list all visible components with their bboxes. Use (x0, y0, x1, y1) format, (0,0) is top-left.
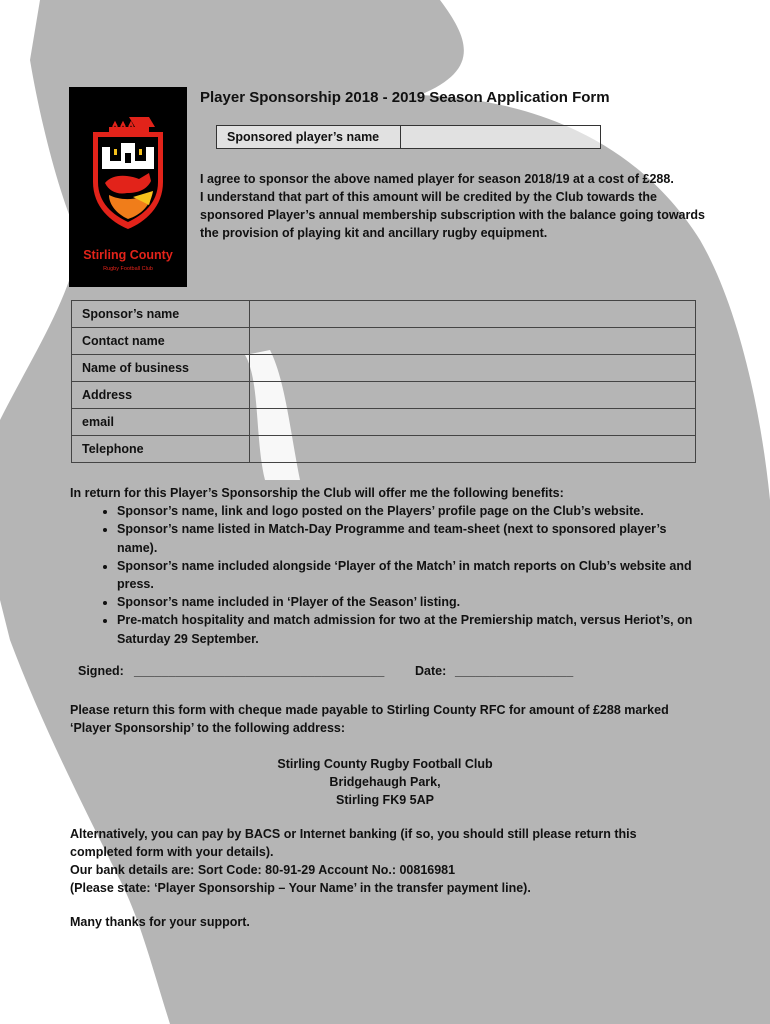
table-row (72, 328, 696, 355)
signed-label: Signed: (78, 664, 124, 678)
club-crest-icon (69, 87, 187, 287)
benefits-list (70, 502, 710, 648)
form-title: Player Sponsorship 2018 - 2019 Season Application Form (200, 89, 610, 106)
list-item: • Sponsor’s name, link and logo posted on the Players’ profile page on the Club’s website. (117, 502, 710, 520)
table-row (72, 409, 696, 436)
table-row (72, 301, 696, 328)
agreement-text (200, 170, 710, 242)
alternative-payment (70, 825, 730, 897)
logo-club-name: Stirling County (83, 248, 173, 262)
list-item: • Sponsor’s name included alongside ‘Player of the Match’ in match reports on Club’s website and press. (117, 557, 710, 593)
table-row (72, 436, 696, 463)
contact-name-field[interactable] (250, 328, 696, 355)
thanks-text: Many thanks for your support. (70, 915, 250, 929)
table-row (72, 382, 696, 409)
list-item: • Pre-match hospitality and match admission for two at the Premiership match, versus Heriot’s, on Saturday 29 September. (117, 611, 710, 647)
sponsor-details-table (71, 300, 696, 463)
telephone-label: Telephone (72, 436, 250, 463)
table-row (72, 355, 696, 382)
club-logo (69, 87, 187, 287)
benefits-section (70, 484, 710, 648)
sponsored-player-field[interactable] (401, 126, 600, 148)
sponsored-player-label: Sponsored player’s name (217, 126, 401, 148)
contact-name-label: Contact name (72, 328, 250, 355)
address-label: Address (72, 382, 250, 409)
alt-payment-line: Alternatively, you can pay by BACS or Internet banking (if so, you should still please return this (70, 827, 637, 841)
date-label: Date: (415, 664, 447, 678)
bank-details-line: Our bank details are: Sort Code: 80-91-29 Account No.: 00816981 (70, 863, 456, 877)
address-line: Stirling FK9 5AP (336, 793, 434, 807)
alt-payment-line: completed form with your details). (70, 845, 274, 859)
email-field[interactable] (250, 409, 696, 436)
benefits-intro: In return for this Player’s Sponsorship the Club will offer me the following benefits: (70, 486, 564, 500)
logo-sub-name: Rugby Football Club (103, 266, 153, 272)
sponsor-name-field[interactable] (250, 301, 696, 328)
address-line: Bridgehaugh Park, (329, 775, 441, 789)
date-line[interactable]: _________________ (455, 664, 574, 678)
business-name-label: Name of business (72, 355, 250, 382)
address-field[interactable] (250, 382, 696, 409)
list-item: • Sponsor’s name listed in Match-Day Programme and team-sheet (next to sponsored player’s name). (117, 520, 710, 556)
return-instructions (70, 701, 710, 737)
telephone-field[interactable] (250, 436, 696, 463)
signed-line[interactable]: ____________________________________ (134, 664, 385, 678)
alt-payment-line: (Please state: ‘Player Sponsorship – Your Name’ in the transfer payment line). (70, 881, 531, 895)
email-label: email (72, 409, 250, 436)
list-item: • Sponsor’s name included in ‘Player of the Season’ listing. (117, 593, 710, 611)
agreement-line-1: I agree to sponsor the above named player for season 2018/19 at a cost of £288. (200, 172, 674, 186)
agreement-line-2: I understand that part of this amount will be credited by the Club towards the sponsored Player’s annual membership subscription with the balance going towards the provision of playing kit and ancillary rugby equipment. (200, 190, 705, 240)
club-address (200, 755, 570, 809)
sponsor-name-label: Sponsor’s name (72, 301, 250, 328)
business-name-field[interactable] (250, 355, 696, 382)
address-line: Stirling County Rugby Football Club (277, 757, 493, 771)
sponsored-player-row (216, 125, 601, 149)
return-text: Please return this form with cheque made payable to Stirling County RFC for amount of £288 marked ‘Player Sponsorship’ to the following address: (70, 703, 669, 735)
